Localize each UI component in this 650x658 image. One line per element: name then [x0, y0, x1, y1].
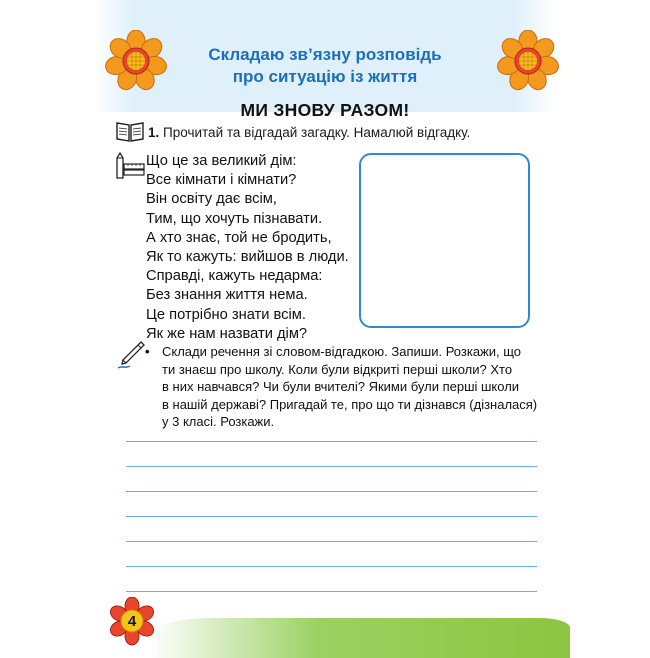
lesson-title-line-2: про ситуацію із життя — [232, 67, 418, 86]
writing-line[interactable] — [126, 466, 537, 467]
footer-green-band — [150, 618, 570, 658]
riddle-poem — [146, 152, 349, 344]
poem-line: Тим, що хочуть пізнавати. — [146, 210, 323, 227]
task-1-instruction — [148, 125, 470, 140]
drawing-answer-box[interactable] — [359, 153, 530, 328]
writing-line[interactable] — [126, 491, 537, 492]
lesson-title-line-1: Складаю зв’язну розповідь — [208, 45, 442, 64]
write-task-line: Склади речення зі словом-відгадкою. Запиши. Розкажи, що — [162, 344, 522, 359]
poem-line: Без знання життя нема. — [146, 287, 308, 304]
writing-line[interactable] — [126, 516, 537, 517]
writing-line[interactable] — [126, 541, 537, 542]
poem-line: Як же нам назвати дім? — [146, 325, 308, 342]
write-task-line: у 3 класі. Розкажи. — [162, 414, 275, 430]
write-task-text — [162, 343, 540, 431]
page-number: 4 — [127, 613, 137, 630]
poem-line: Він освіту дає всім, — [146, 191, 277, 208]
poem-line: Що це за великий дім: — [146, 153, 297, 169]
task-1-number: 1. — [148, 125, 160, 140]
book-icon — [115, 119, 145, 143]
poem-line: Все кімнати і кімнати? — [146, 172, 297, 189]
write-task-line: ти знаєш про школу. Коли були відкриті перші школи? Хто — [162, 361, 513, 377]
section-title: МИ ЗНОВУ РАЗОМ! — [240, 100, 410, 120]
poem-line: А хто знає, той не бродить, — [146, 229, 332, 246]
writing-line[interactable] — [126, 591, 537, 592]
poem-line: Це потрібно знати всім. — [146, 306, 306, 323]
write-task — [145, 343, 540, 431]
write-task-line: в нашій державі? Пригадай те, про що ти дізнався (дізналася) — [162, 396, 538, 412]
writing-line[interactable] — [126, 441, 537, 442]
lesson-title — [140, 44, 510, 88]
task-1-text: Прочитай та відгадай загадку. Намалюй відгадку. — [163, 125, 471, 140]
bullet-marker: • — [145, 344, 150, 359]
pencils-icon — [113, 152, 145, 180]
poem-line: Як то кажуть: вийшов в люди. — [146, 249, 349, 266]
writing-line[interactable] — [126, 566, 537, 567]
pen-icon — [117, 340, 145, 370]
write-task-line: в них навчався? Чи були вчителі? Якими були перші школи — [162, 379, 520, 395]
poem-line: Справді, кажуть недарма: — [146, 268, 323, 285]
